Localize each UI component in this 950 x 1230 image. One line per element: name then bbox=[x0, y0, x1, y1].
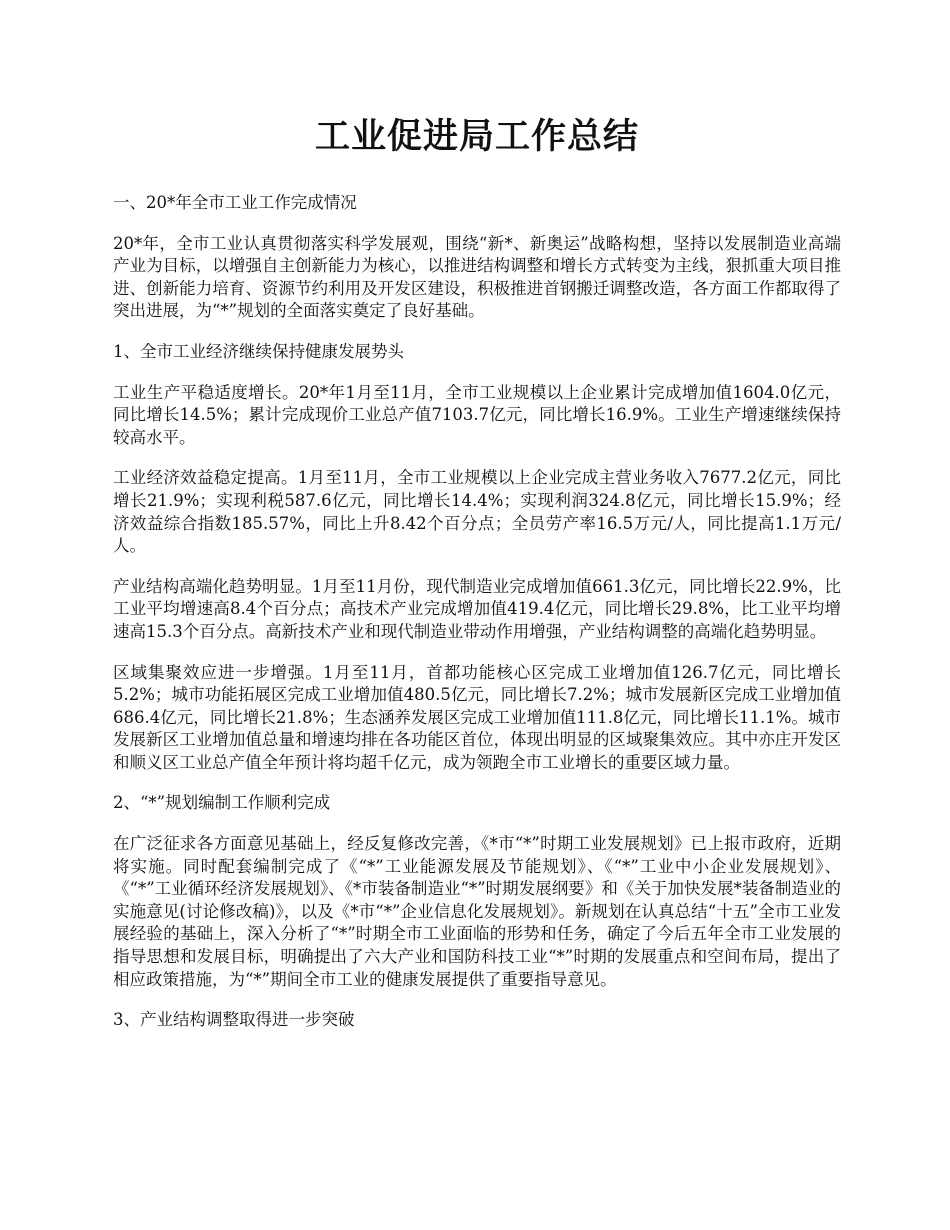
paragraph: 产业结构高端化趋势明显。1月至11月份，现代制造业完成增加值661.3亿元，同比增长22.9%，比工业平均增速高8.4个百分点；高技术产业完成增加值419.4亿元，同比增长29.8%，比工业平均增速高15.3个百分点。高新技术产业和现代制造业带动作用增强，产业结构调整的高端化趋势明显。 bbox=[113, 576, 841, 641]
document-page bbox=[113, 108, 841, 1050]
subsection-heading: 1、全市工业经济继续保持健康发展势头 bbox=[113, 341, 404, 361]
paragraph: 工业经济效益稳定提高。1月至11月，全市工业规模以上企业完成主营业务收入7677.2亿元，同比增长21.9%；实现利税587.6亿元，同比增长14.4%；实现利润324.8亿元，同比增长15.9%；经济效益综合指数185.57%，同比上升8.42个百分点；全员劳产率16.5万元/人，同比提高1.1万元/人。 bbox=[113, 468, 841, 556]
subsection-heading: 3、产业结构调整取得进一步突破 bbox=[113, 1010, 355, 1030]
paragraph: 20*年，全市工业认真贯彻落实科学发展观，围绕“新*、新奥运”战略构想，坚持以发展制造业高端产业为目标，以增强自主创新能力为核心，以推进结构调整和增长方式转变为主线，狠抓重大项目推进、创新能力培育、资源节约利用及开发区建设，积极推进首钢搬迁调整改造，各方面工作都取得了突出进展，为“*”规划的全面落实奠定了良好基础。 bbox=[113, 233, 841, 321]
subsection-heading: 2、“*”规划编制工作顺利完成 bbox=[113, 793, 331, 813]
paragraph: 工业生产平稳适度增长。20*年1月至11月，全市工业规模以上企业累计完成增加值1604.0亿元，同比增长14.5%；累计完成现价工业总产值7103.7亿元，同比增长16.9%。工业生产增速继续保持较高水平。 bbox=[113, 382, 841, 447]
section-heading: 一、20*年全市工业工作完成情况 bbox=[113, 193, 357, 212]
document-title: 工业促进局工作总结 bbox=[314, 116, 639, 157]
paragraph: 区域集聚效应进一步增强。1月至11月，首都功能核心区完成工业增加值126.7亿元，同比增长5.2%；城市功能拓展区完成工业增加值480.5亿元，同比增长7.2%；城市发展新区完成工业增加值686.4亿元，同比增长21.8%；生态涵养发展区完成工业增加值111.8亿元，同比增长11.1%。城市发展新区工业增加值总量和增速均排在各功能区首位，体现出明显的区域聚集效应。其中亦庄开发区和顺义区工业总产值全年预计将均超千亿元，成为领跑全市工业增长的重要区域力量。 bbox=[113, 662, 841, 772]
paragraph: 在广泛征求各方面意见基础上，经反复修改完善，《*市“*”时期工业发展规划》已上报市政府，近期将实施。同时配套编制完成了《“*”工业能源发展及节能规划》、《“*”工业中小企业发展规划》、《“*”工业循环经济发展规划》、《*市装备制造业“*”时期发展纲要》和《关于加快发展*装备制造业的实施意见(讨论修改稿)》，以及《*市“*”企业信息化发展规划》。新规划在认真总结“十五”全市工业发展经验的基础上，深入分析了“*”时期全市工业面临的形势和任务，确定了今后五年全市工业发展的指导思想和发展目标，明确提出了六大产业和国防科技工业“*”时期的发展重点和空间布局，提出了相应政策措施，为“*”期间全市工业的健康发展提供了重要指导意见。 bbox=[113, 834, 841, 989]
